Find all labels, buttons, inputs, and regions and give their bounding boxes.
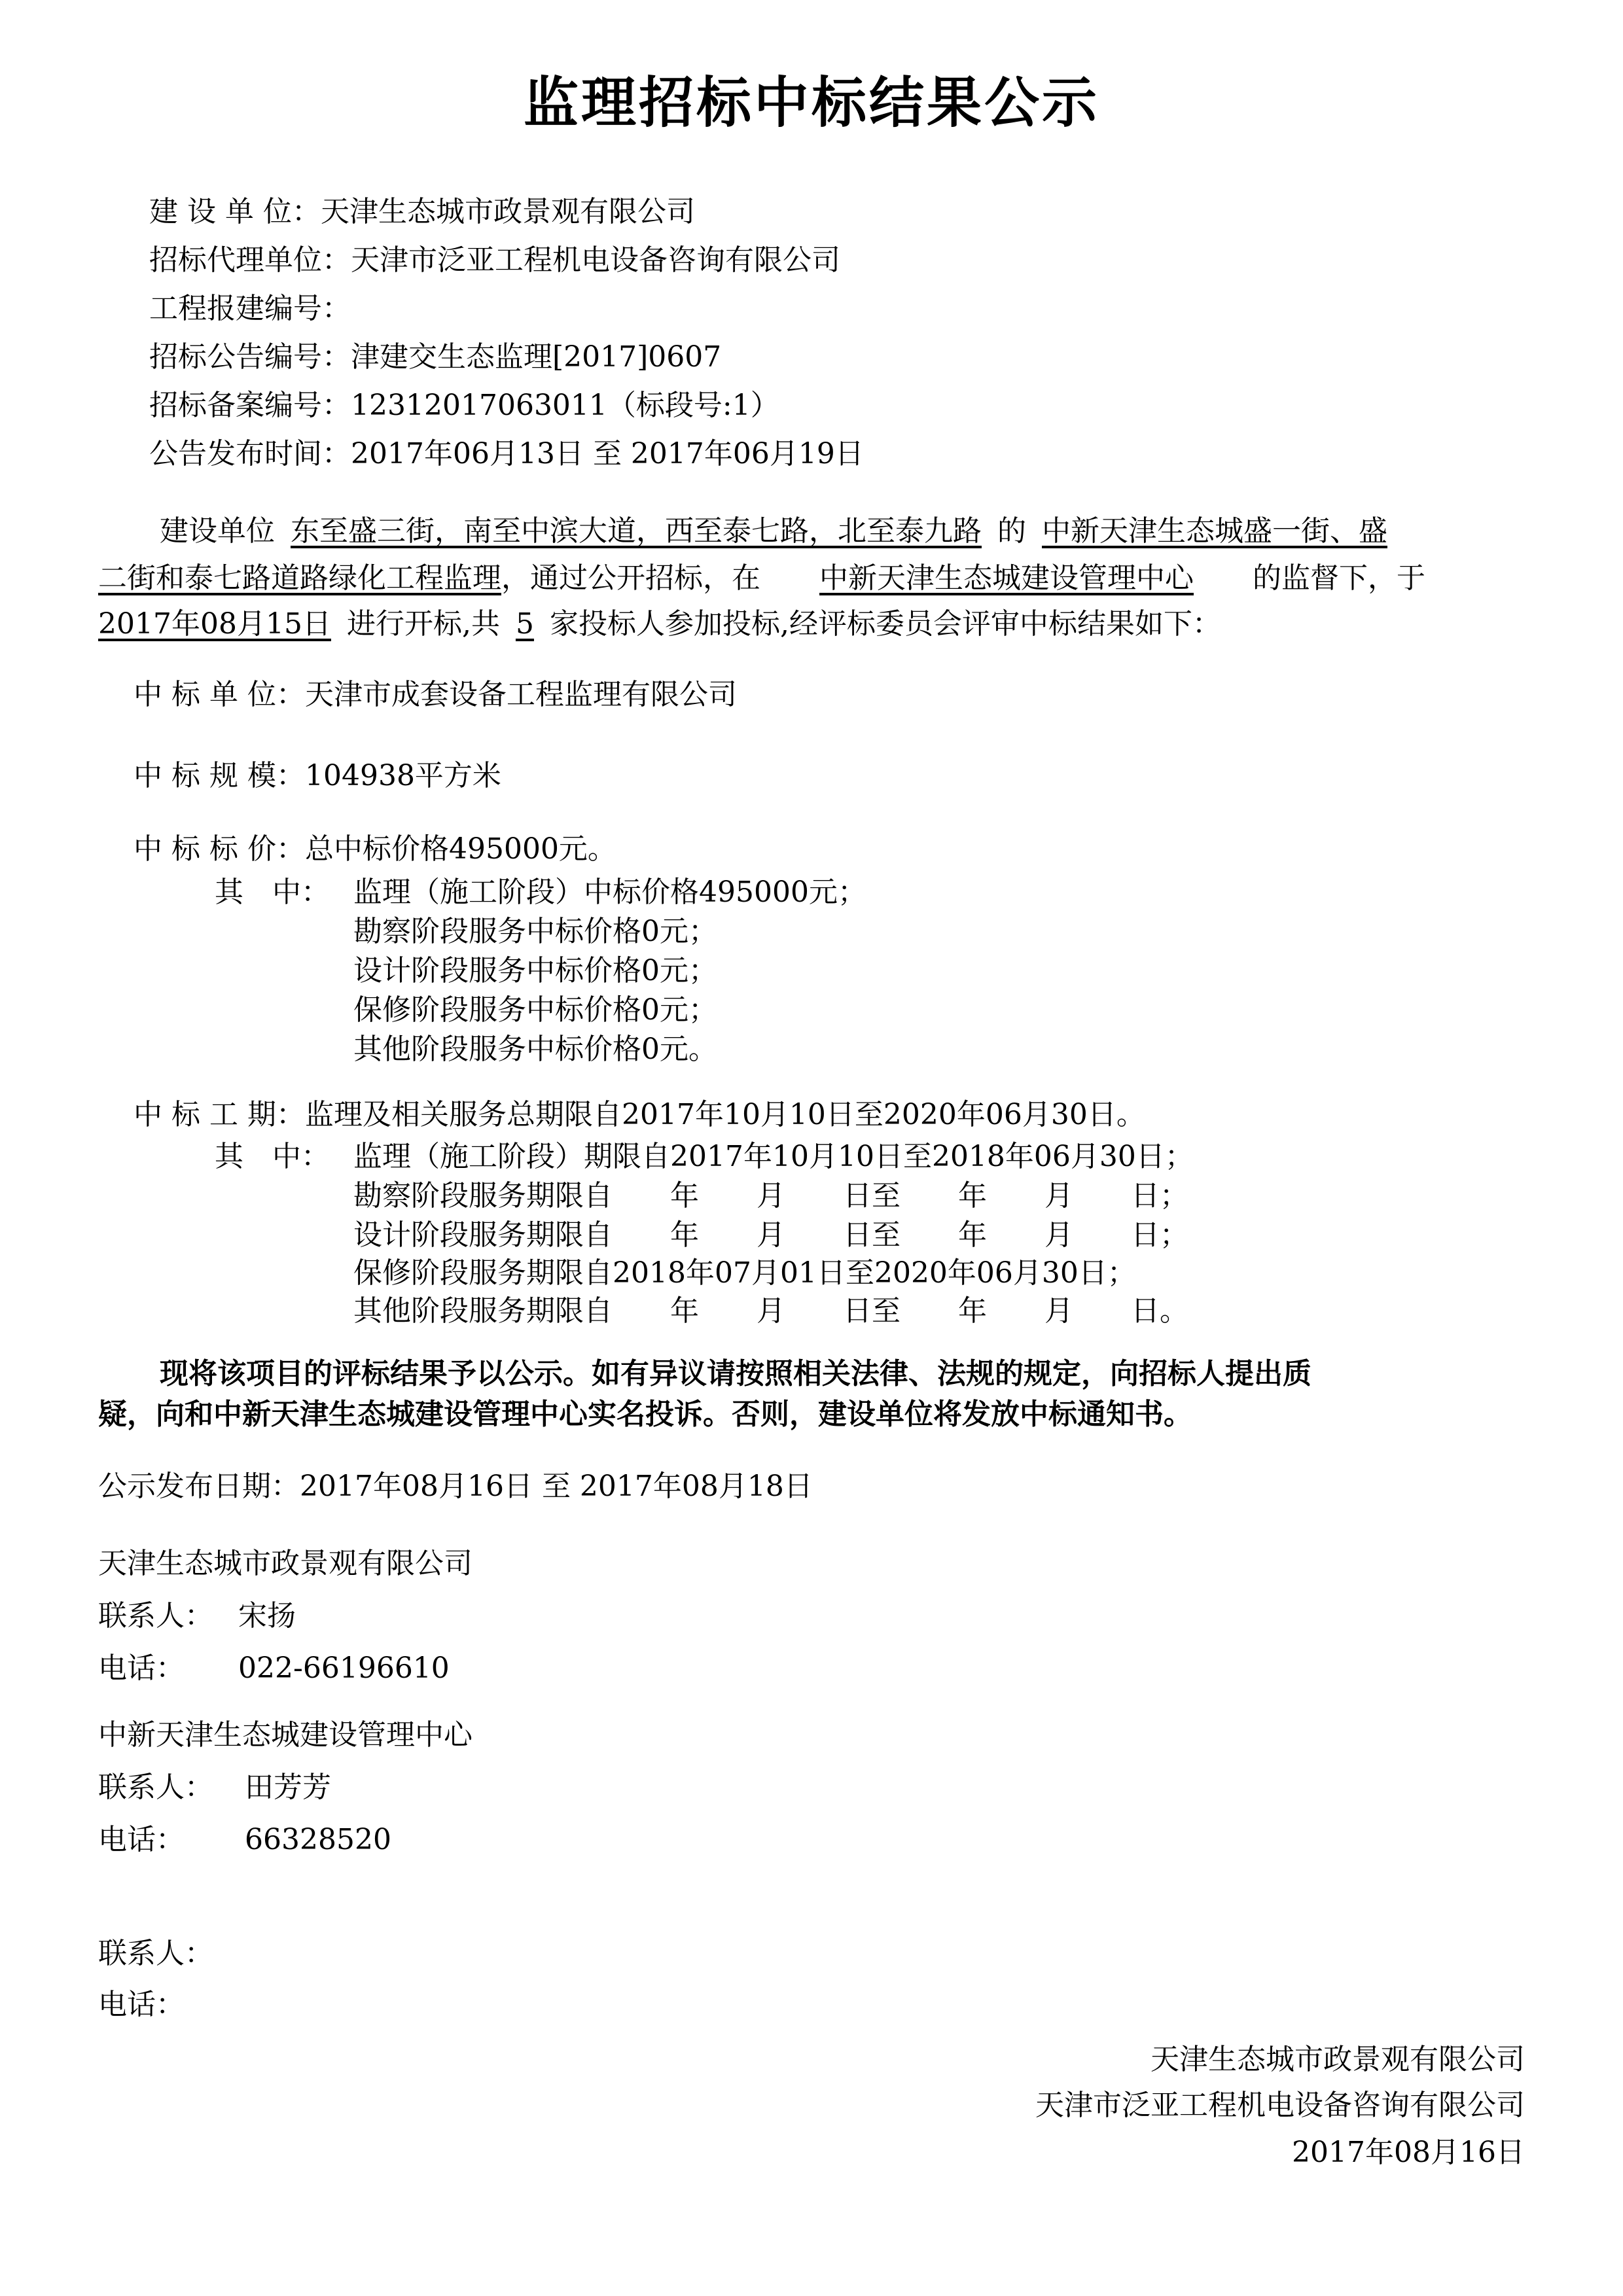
period-item: 其他阶段服务期限自 年 月 日至 年 月 日。 xyxy=(353,1294,1188,1328)
price-label: 中 标 标 价： xyxy=(134,832,305,866)
signature-org-1: 天津生态城市政景观有限公司 xyxy=(1150,2043,1525,2076)
builder-row xyxy=(149,194,695,230)
contact-org: 中新天津生态城建设管理中心 xyxy=(98,1718,473,1752)
notice-no-label: 招标公告编号： xyxy=(149,340,351,374)
contact-phone: 66328520 xyxy=(245,1823,391,1856)
winner-value: 天津市成套设备工程监理有限公司 xyxy=(304,678,737,711)
period-item: 设计阶段服务期限自 年 月 日至 年 月 日； xyxy=(353,1218,1188,1252)
supervisor-org: 中新天津生态城建设管理中心 xyxy=(819,561,1194,595)
open-date: 2017年08月15日 xyxy=(98,607,331,641)
contact-phone-label: 电话： xyxy=(98,1651,185,1685)
price-item: 保修阶段服务中标价格0元； xyxy=(353,993,717,1027)
period-sub-label: 其 中： xyxy=(215,1140,330,1173)
contact-org: 天津生态城市政景观有限公司 xyxy=(98,1547,473,1580)
bidder-count: 5 xyxy=(515,607,534,641)
scale-value: 104938平方米 xyxy=(304,759,501,792)
period-item: 监理（施工阶段）期限自2017年10月10日至2018年06月30日； xyxy=(353,1140,1194,1173)
contact-person-label: 联系人： xyxy=(98,1771,213,1804)
price-item: 设计阶段服务中标价格0元； xyxy=(353,954,717,987)
price-sub-label: 其 中： xyxy=(215,875,330,909)
notice-no-value: 津建交生态监理[2017]0607 xyxy=(351,340,722,374)
contact-phone-label: 电话： xyxy=(98,1823,185,1856)
price-row xyxy=(134,831,616,868)
price-item: 其他阶段服务中标价格0元。 xyxy=(353,1033,717,1066)
intro-text-1: 建设单位 xyxy=(160,514,275,548)
project-no-row xyxy=(149,291,351,327)
builder-value: 天津生态城市政景观有限公司 xyxy=(320,195,695,228)
notice-line-2: 疑，向和中新天津生态城建设管理中心实名投诉。否则，建设单位将发放中标通知书。 xyxy=(98,1398,1192,1431)
publish-time-row xyxy=(149,436,864,472)
intro-text-6: 家投标人参加投标,经评标委员会评审中标结果如下： xyxy=(549,607,1221,641)
page-title: 监理招标中标结果公示 xyxy=(523,71,1099,135)
project-no-label: 工程报建编号： xyxy=(149,292,351,325)
period-label: 中 标 工 期： xyxy=(134,1098,305,1131)
intro-text-2: 的 xyxy=(997,514,1026,548)
record-no-value: 12312017063011（标段号:1） xyxy=(351,389,779,422)
contact-phone: 022-66196610 xyxy=(238,1651,450,1685)
scale-label: 中 标 规 模： xyxy=(134,759,305,792)
scale-row xyxy=(134,758,501,794)
publicity-date: 公示发布日期：2017年08月16日 至 2017年08月18日 xyxy=(98,1470,813,1503)
period-item: 保修阶段服务期限自2018年07月01日至2020年06月30日； xyxy=(353,1256,1136,1290)
agent-value: 天津市泛亚工程机电设备咨询有限公司 xyxy=(351,243,840,277)
intro-text-3: ，通过公开招标，在 xyxy=(501,561,760,595)
price-total: 总中标价格495000元。 xyxy=(304,832,616,866)
contact-person-label: 联系人： xyxy=(98,1599,213,1633)
intro-line-1 xyxy=(160,513,1387,550)
notice-no-row xyxy=(149,339,721,376)
project-location: 东至盛三街，南至中滨大道，西至泰七路，北至泰九路 xyxy=(291,514,982,548)
signature-org-2: 天津市泛亚工程机电设备咨询有限公司 xyxy=(1035,2089,1525,2122)
price-item: 监理（施工阶段）中标价格495000元； xyxy=(353,875,866,909)
agent-row xyxy=(149,242,840,279)
period-item: 勘察阶段服务期限自 年 月 日至 年 月 日； xyxy=(353,1179,1188,1212)
notice-line-1: 现将该项目的评标结果予以公示。如有异议请按照相关法律、法规的规定，向招标人提出质 xyxy=(160,1357,1311,1390)
contact-person: 田芳芳 xyxy=(245,1771,331,1804)
builder-label: 建 设 单 位： xyxy=(149,195,321,228)
extra-contact-person-label: 联系人： xyxy=(98,1937,213,1970)
price-item: 勘察阶段服务中标价格0元； xyxy=(353,915,717,948)
period-total: 监理及相关服务总期限自2017年10月10日至2020年06月30日。 xyxy=(304,1098,1145,1131)
intro-line-2 xyxy=(98,560,1425,597)
publish-time-value: 2017年06月13日 至 2017年06月19日 xyxy=(351,437,864,470)
record-no-label: 招标备案编号： xyxy=(149,389,351,422)
project-name-part1: 中新天津生态城盛一街、盛 xyxy=(1042,514,1387,548)
intro-line-3 xyxy=(98,606,1221,643)
agent-label: 招标代理单位： xyxy=(149,243,351,277)
winner-label: 中 标 单 位： xyxy=(134,678,305,711)
signature-date: 2017年08月16日 xyxy=(1292,2136,1525,2169)
intro-text-4: 的监督下，于 xyxy=(1253,561,1425,595)
project-name-part2: 二街和泰七路道路绿化工程监理 xyxy=(98,561,501,595)
publish-time-label: 公告发布时间： xyxy=(149,437,351,470)
winner-row xyxy=(134,677,737,713)
contact-person: 宋扬 xyxy=(238,1599,296,1633)
extra-contact-phone-label: 电话： xyxy=(98,1988,185,2021)
record-no-row xyxy=(149,387,779,424)
period-row xyxy=(134,1097,1145,1133)
intro-text-5: 进行开标,共 xyxy=(346,607,500,641)
